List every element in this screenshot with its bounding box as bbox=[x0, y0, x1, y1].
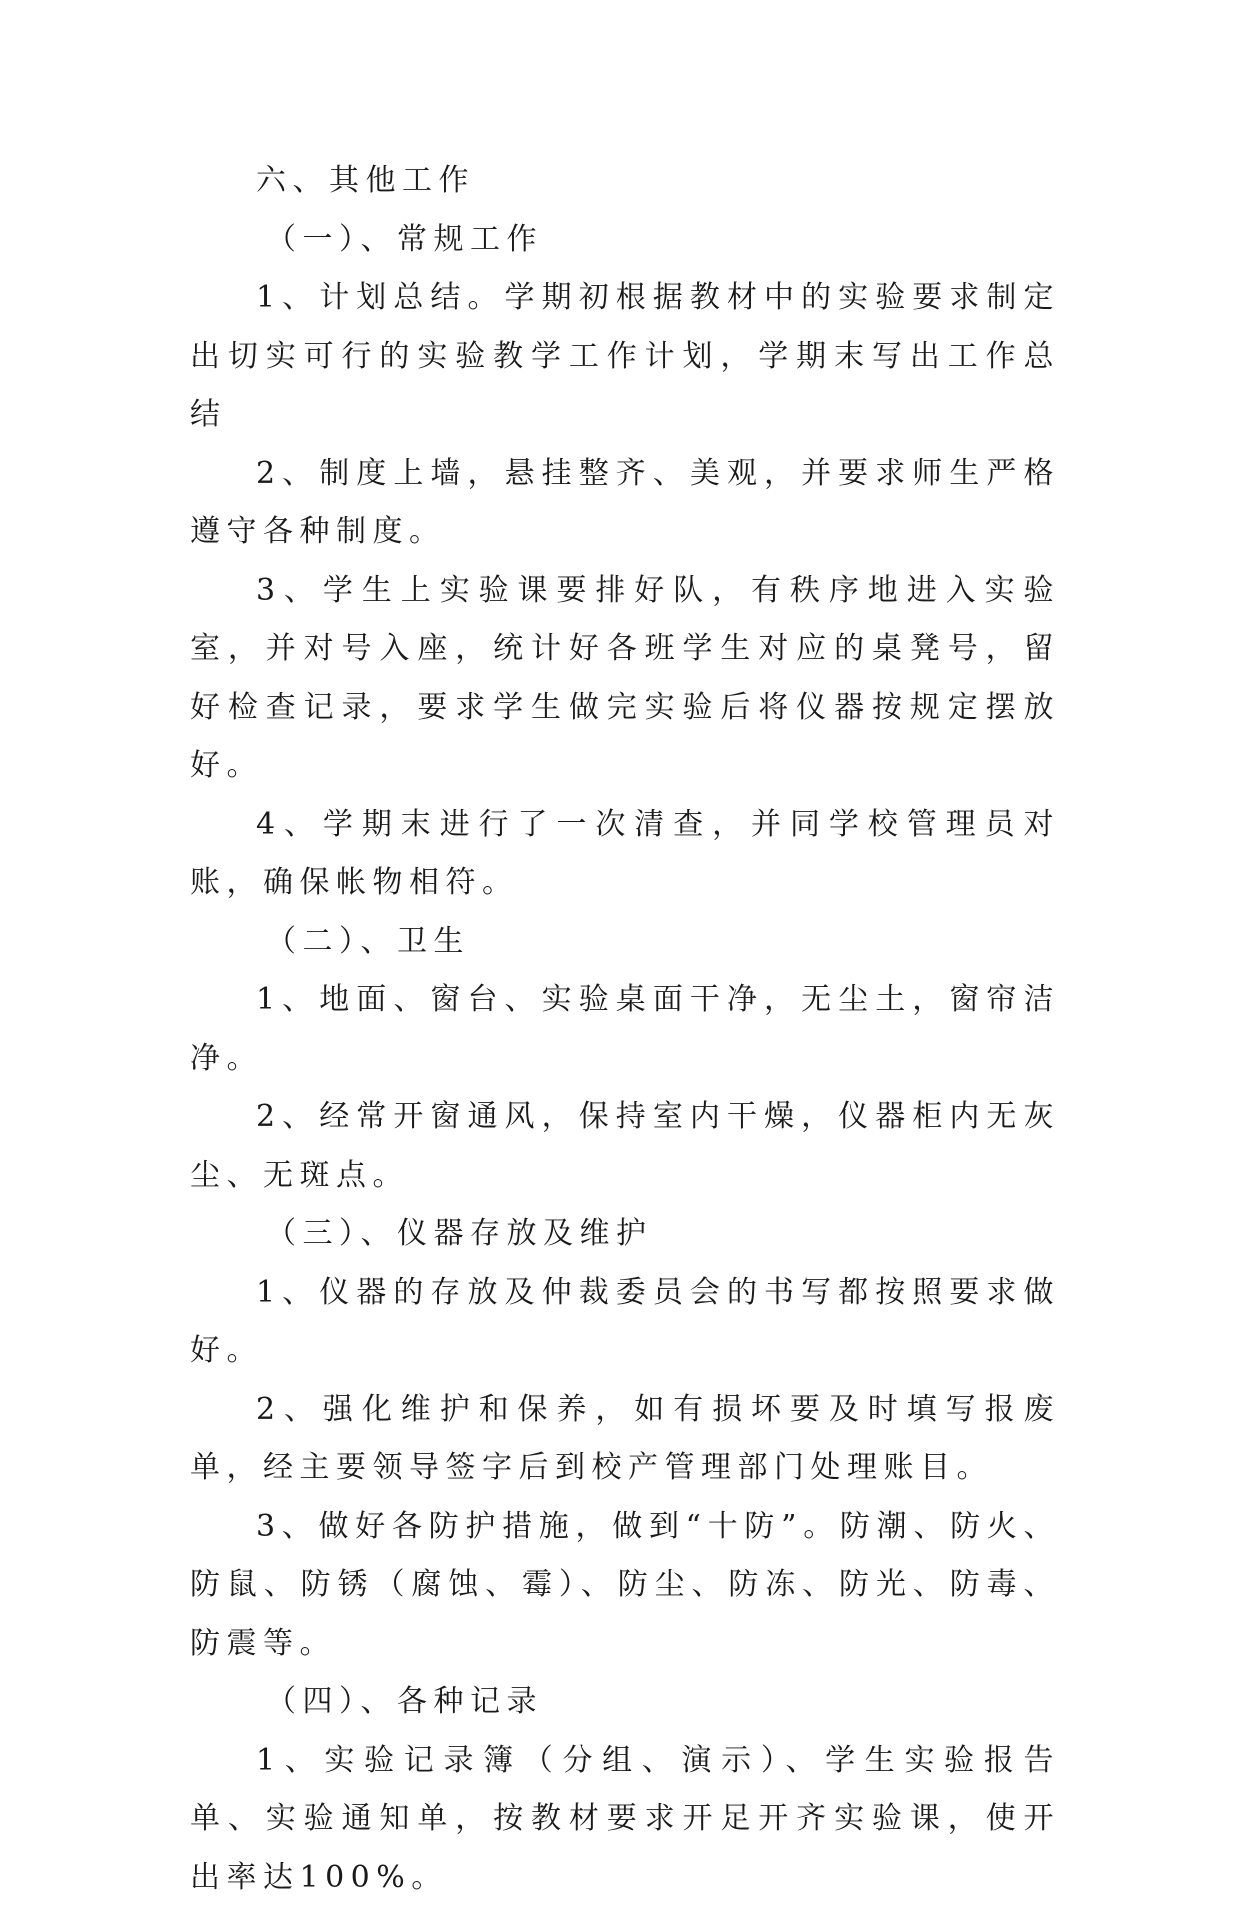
section-heading: 六、其他工作 bbox=[190, 152, 1060, 211]
paragraph: 4、学期末进行了一次清查，并同学校管理员对账，确保帐物相符。 bbox=[190, 796, 1060, 913]
subsection-heading: （一）、常规工作 bbox=[190, 211, 1060, 270]
paragraph: 3、做好各防护措施，做到“十防”。防潮、防火、防鼠、防锈（腐蚀、霉）、防尘、防冻、防光、防毒、防震等。 bbox=[190, 1498, 1060, 1674]
subsection-heading: （三）、仪器存放及维护 bbox=[190, 1205, 1060, 1264]
document-body bbox=[190, 152, 1060, 1907]
paragraph: 1、计划总结。学期初根据教材中的实验要求制定出切实可行的实验教学工作计划，学期末写出工作总结 bbox=[190, 269, 1060, 445]
paragraph: 1、实验记录簿（分组、演示）、学生实验报告单、实验通知单，按教材要求开足开齐实验课，使开出率达100%。 bbox=[190, 1732, 1060, 1907]
subsection-heading: （二）、卫生 bbox=[190, 913, 1060, 972]
subsection-heading: （四）、各种记录 bbox=[190, 1673, 1060, 1732]
paragraph: 2、经常开窗通风，保持室内干燥，仪器柜内无灰尘、无斑点。 bbox=[190, 1088, 1060, 1205]
paragraph: 1、地面、窗台、实验桌面干净，无尘土，窗帘洁净。 bbox=[190, 971, 1060, 1088]
paragraph: 1、仪器的存放及仲裁委员会的书写都按照要求做好。 bbox=[190, 1264, 1060, 1381]
paragraph: 3、学生上实验课要排好队，有秩序地进入实验室，并对号入座，统计好各班学生对应的桌凳号，留好检查记录，要求学生做完实验后将仪器按规定摆放好。 bbox=[190, 562, 1060, 796]
paragraph: 2、强化维护和保养，如有损坏要及时填写报废单，经主要领导签字后到校产管理部门处理账目。 bbox=[190, 1381, 1060, 1498]
paragraph: 2、制度上墙，悬挂整齐、美观，并要求师生严格遵守各种制度。 bbox=[190, 445, 1060, 562]
